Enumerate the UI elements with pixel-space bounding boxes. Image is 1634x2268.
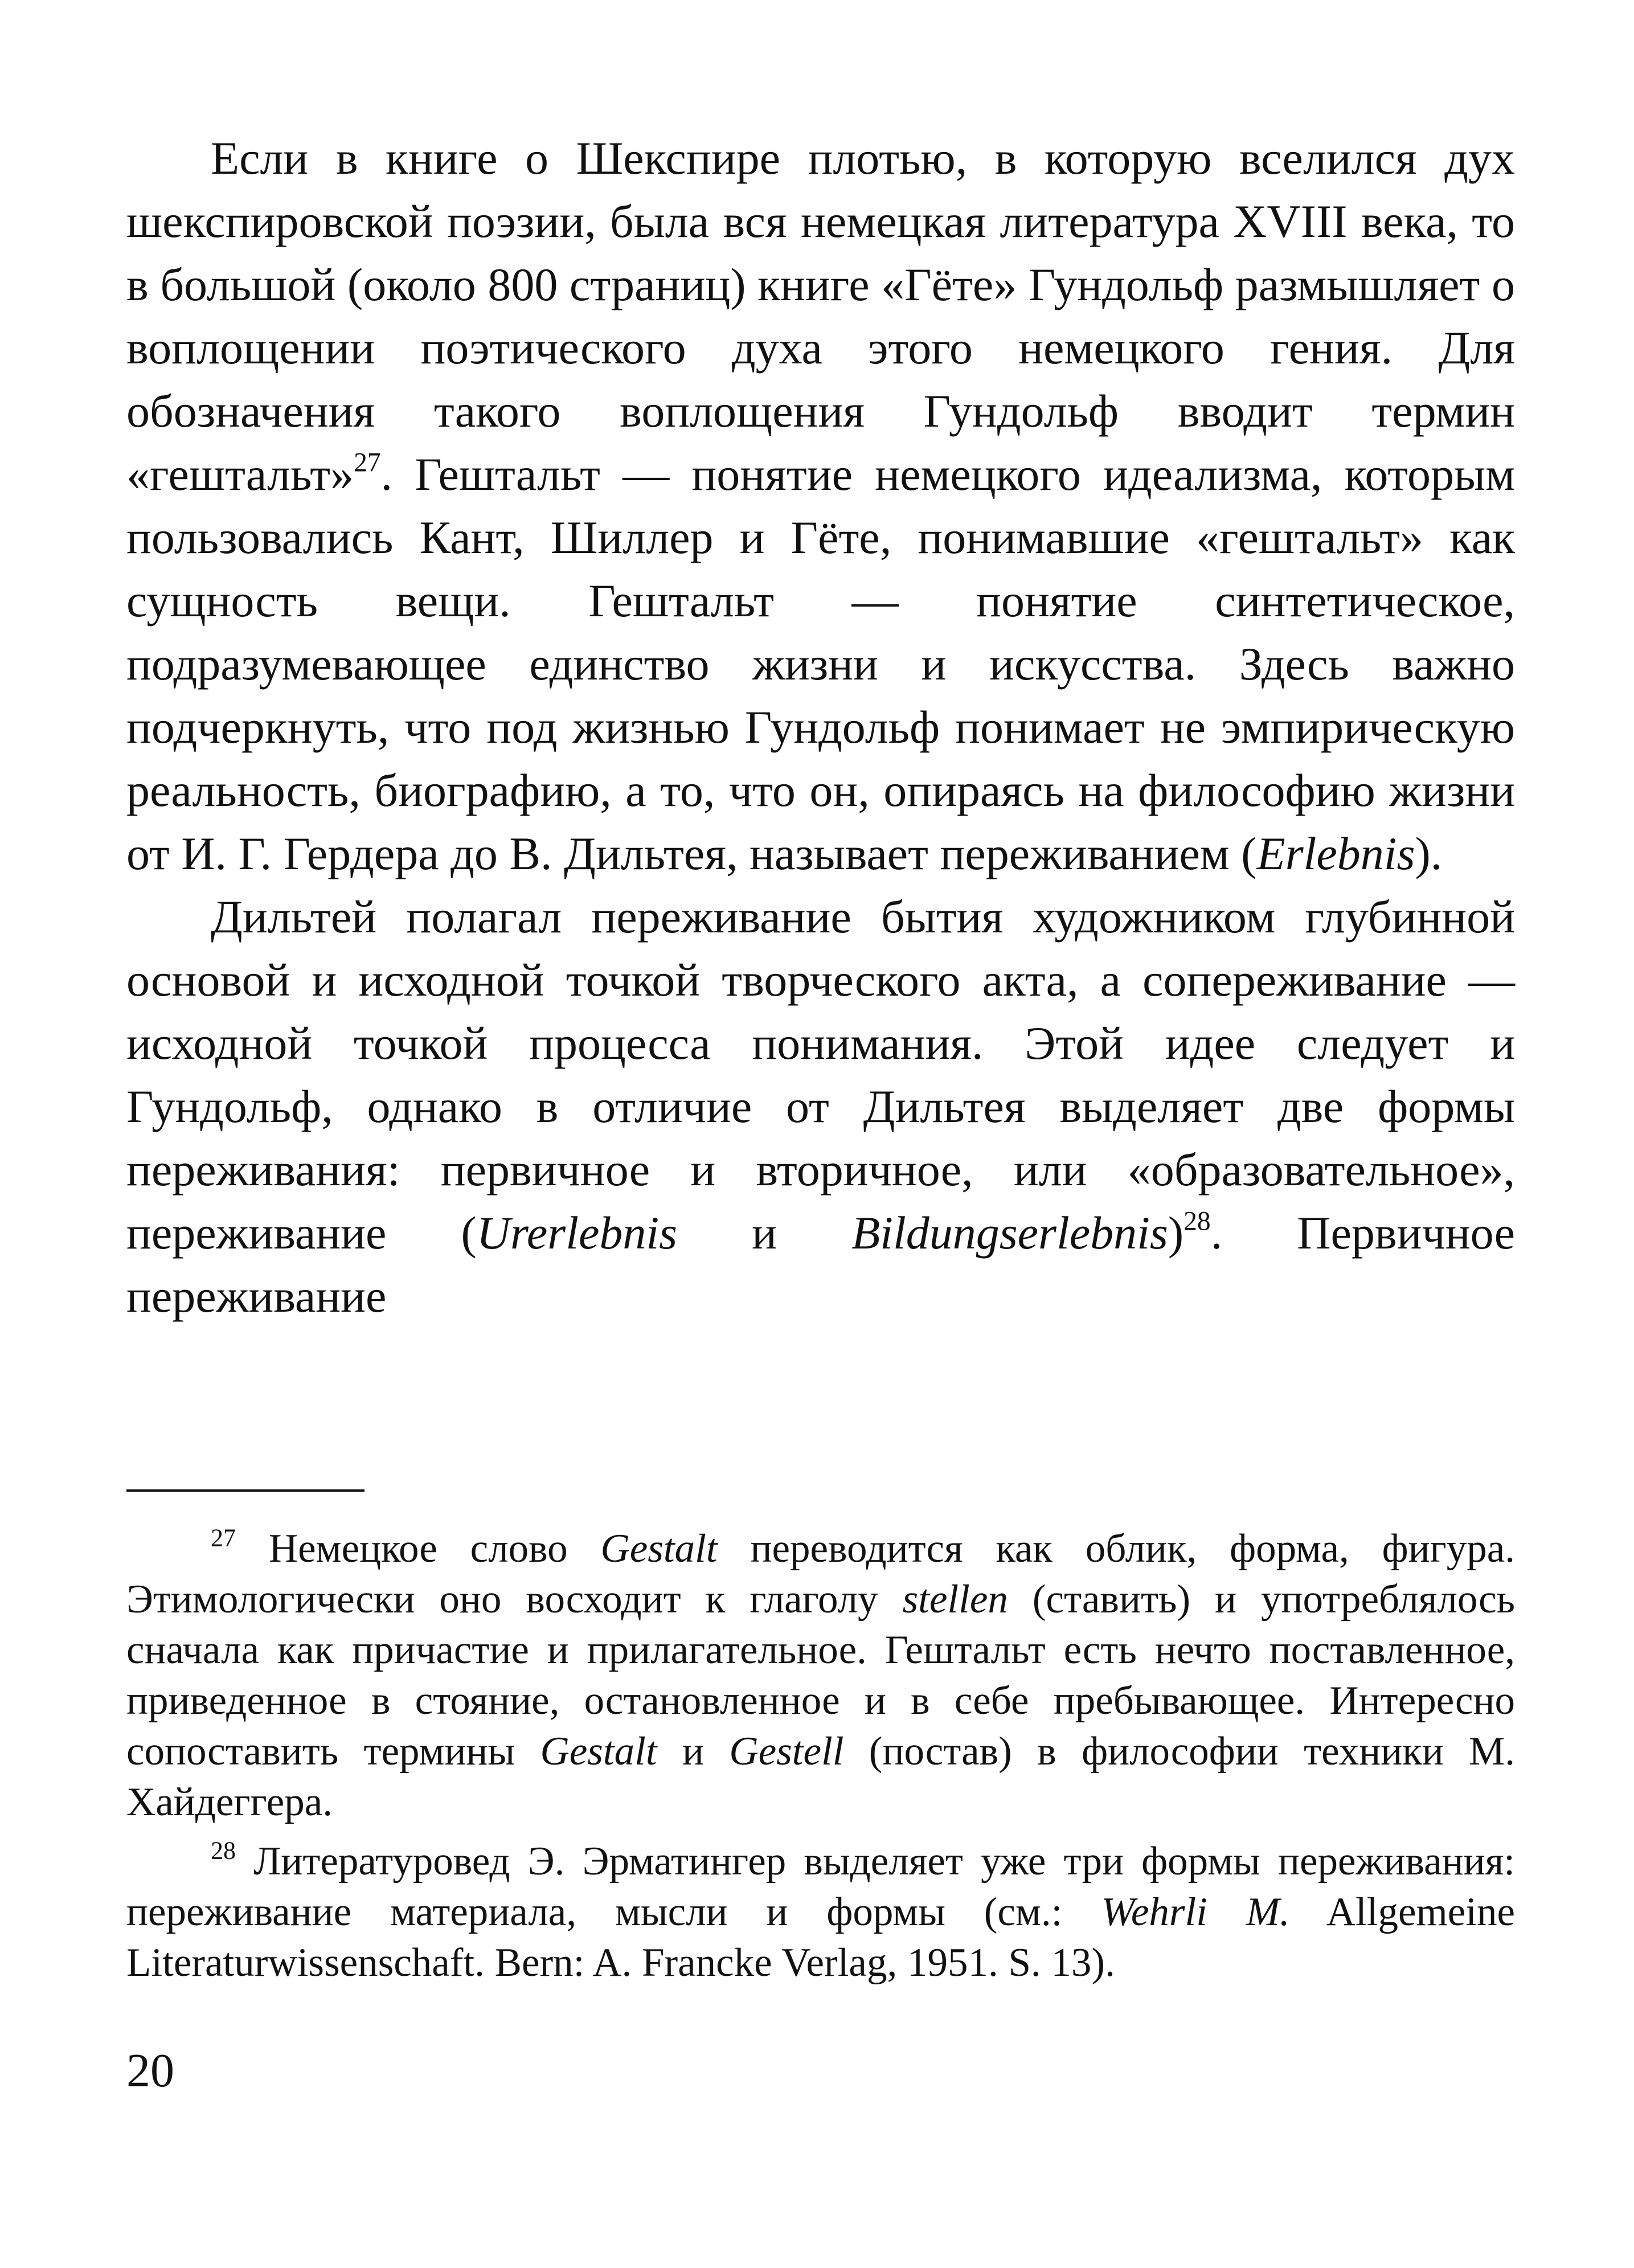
footnote-28-text-a: Литературовед Э. Эрматингер выделяет уже три формы переживания: переживание материала, мысли и формы (см.: [126,1839,1515,1934]
footnote-27-text-c: (ставить) и употреблялось сначала как причастие и прилагательное. Гештальт есть нечто поставленное, приведенное в стояние, остановленное и в себе пребывающее. Интересно сопоставить термины [126,1577,1515,1774]
footnote-27-italic-4: Gestell [729,1729,844,1774]
footnote-28-number: 28 [211,1836,236,1865]
main-text [126,126,1515,1328]
footnote-28-italic: Wehrli M. [1101,1890,1290,1934]
footnote-separator [126,1489,365,1492]
footnote-28-text-b: Allgemeine Literaturwissenschaft. Bern: A. Francke Verlag, 1951. S. 13). [126,1890,1515,1985]
paragraph-2 [126,885,1515,1328]
footnote-27-italic-2: stellen [902,1577,1008,1622]
page-number: 20 [126,2044,174,2097]
paragraph-2-italic-term-1: Urerlebnis [476,1207,678,1259]
paragraph-1-text-a: Если в книге о Шекспире плотью, в которую вселился дух шекспировской поэзии, была вся немецкая литература XVIII века, то в большой (около 800 страниц) книге «Гёте» Гундольф размышляет о воплощении поэтического духа этого немецкого гения. Для обозначения такого воплощения Гундольф вводит термин «гештальт» [126,132,1515,500]
footnote-27-number: 27 [211,1524,236,1552]
paragraph-1 [126,126,1515,885]
footnote-27-text-d: и [657,1729,730,1774]
paragraph-2-italic-term-2: Bildungserlebnis [851,1207,1168,1259]
footnote-27-text-a: Немецкое слово [236,1526,601,1571]
paragraph-2-text-a: Дильтей полагал переживание бытия художником глубинной основой и исходной точкой творческого акта, а сопереживание — исходной точкой процесса понимания. Этой идее следует и Гундольф, однако в отличие от Дильтея выделяет две формы переживания: первичное и вторичное, или «образовательное», переживание ( [126,891,1515,1259]
footnote-ref-27: 27 [354,448,381,478]
footnote-27 [126,1524,1515,1828]
paragraph-1-text-b: . Гештальт — понятие немецкого идеализма, которым пользовались Кант, Шиллер и Гёте, понимавшие «гештальт» как сущность вещи. Гештальт — понятие синтетическое, подразумевающее единство жизни и искусства. Здесь важно подчеркнуть, что под жизнью Гундольф понимает не эмпирическую реальность, биографию, а то, что он, опираясь на философию жизни от И. Г. Гердера до В. Дильтея, называет переживанием ( [126,448,1515,879]
footnote-ref-28: 28 [1183,1206,1211,1237]
footnote-28 [126,1836,1515,1988]
paragraph-2-text-c: . Первичное переживание [126,1207,1516,1322]
footnote-27-text-e: (постав) в философии техники М. Хайдеггера. [126,1729,1516,1824]
footnote-27-italic-3: Gestalt [540,1729,657,1774]
footnotes [126,1524,1515,1988]
paragraph-1-italic-term: Erlebnis [1256,828,1415,879]
paragraph-2-text-b: ) [1168,1207,1184,1259]
paragraph-1-text-c: ). [1415,828,1443,879]
footnote-27-text-b: переводится как облик, форма, фигура. Этимологически оно восходит к глаголу [126,1526,1515,1622]
footnote-27-italic-1: Gestalt [600,1526,718,1571]
paragraph-2-conjunction: и [677,1207,852,1259]
